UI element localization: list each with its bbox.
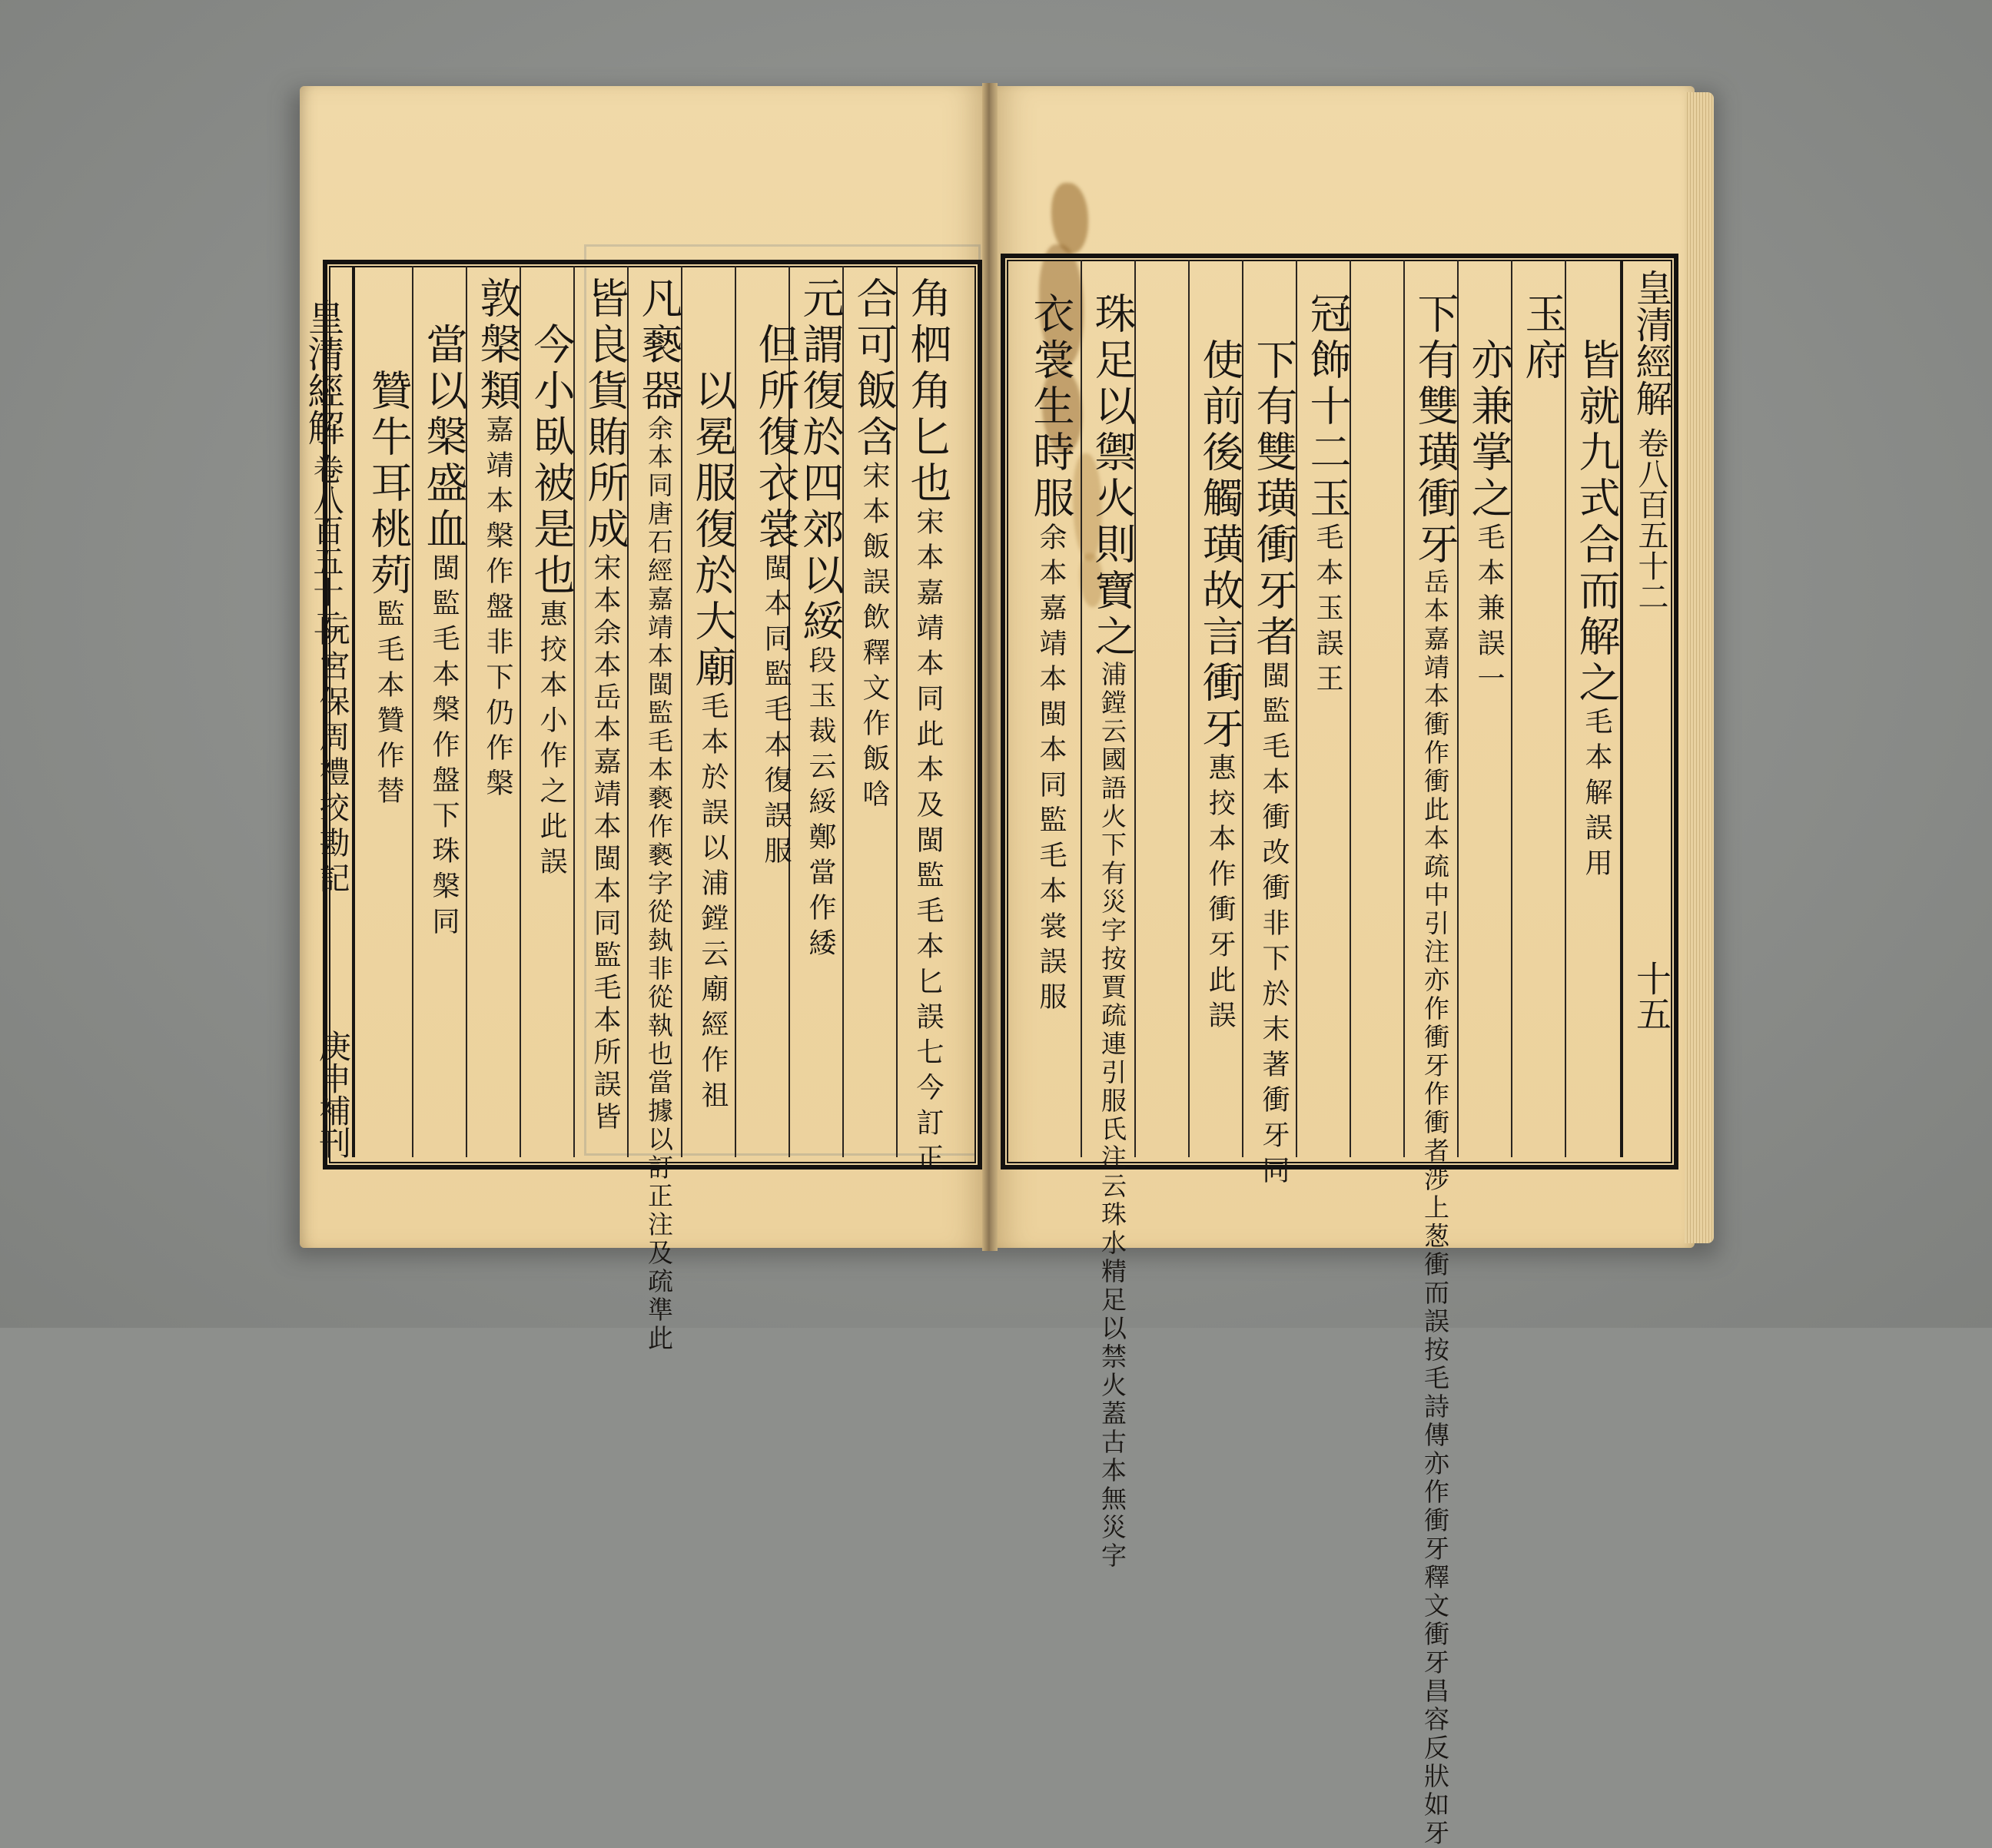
- column-rule: [1403, 260, 1405, 1157]
- text-column: 下有雙璜衝牙岳本嘉靖本衝作衝此本疏中引注亦作衝牙作衝者涉上葱衝而誤按毛詩傳亦作衝牙釋文衝牙昌容反狀如牙: [1411, 292, 1459, 1848]
- margin-subtitle: 阮宮保周禮挍勘記: [314, 615, 350, 897]
- text-column: 以冕服復於大廟毛本於誤以浦鏜云廟經作祖: [689, 369, 737, 1116]
- text-column: 亦兼掌之毛本兼誤一: [1465, 338, 1513, 699]
- column-rule: [1565, 260, 1566, 1157]
- text-column: 皆良貨賄所成宋本余本岳本嘉靖本閩本同監毛本所誤皆: [581, 277, 629, 1134]
- text-column: 皆就九式合而解之毛本解誤用: [1572, 338, 1621, 884]
- margin-title: 皇清經解: [1629, 269, 1672, 416]
- text-column: 當以槃盛血閩監毛本槃作盤下珠槃同: [420, 323, 468, 942]
- margin-footer: 庚申補刊: [314, 1030, 352, 1159]
- column-rule: [1188, 260, 1190, 1157]
- text-column: 今小臥被是也惠挍本小作之此誤: [527, 323, 576, 882]
- text-column: 敦槃類嘉靖本槃作盤非下仍作槃: [473, 277, 522, 804]
- margin-volume: 卷八百五十二: [1633, 427, 1668, 612]
- text-column: 凡褻器余本同唐石經嘉靖本閩監毛本褻作褻字從埶非從執也當據以訂正注及疏準此: [635, 277, 683, 1353]
- text-column: 衣裳生時服余本嘉靖本閩本同監毛本裳誤服: [1027, 292, 1075, 1017]
- text-column: 但所復衣裳閩本同監毛本復誤服: [752, 323, 800, 871]
- book-gutter: [982, 83, 998, 1251]
- text-column: 角柶角匕也宋本嘉靖本同此本及閩監毛本匕誤七今訂正: [904, 277, 952, 1179]
- text-column: 元謂復於四郊以綏段玉裁云綏鄭當作緌: [796, 277, 845, 964]
- text-column: 下有雙璜衝牙者閩監毛本衝改衝非下於末著衝牙同: [1250, 338, 1298, 1191]
- text-column: 玉府: [1519, 292, 1567, 384]
- margin-rule: [352, 266, 355, 1157]
- column-rule: [1081, 260, 1082, 1157]
- text-column: 冠飾十二玉毛本玉誤王: [1303, 292, 1352, 699]
- text-column: 使前後觸璜故言衝牙惠挍本作衝牙此誤: [1196, 338, 1244, 1036]
- margin-title: 皇清經解: [301, 298, 344, 446]
- text-column: 珠足以禦火則寶之浦鏜云國語火下有災字按賈疏連引服氏注云珠水精足以禁火蓋古本無災字: [1088, 292, 1137, 1571]
- page-edges: [1685, 92, 1714, 1243]
- text-column: 贊牛耳桃茢監毛本贊作替: [364, 369, 413, 811]
- text-column: 合可飯含宋本飯誤飲釋文作飯唅: [850, 277, 898, 815]
- margin-volume: 卷八百五十二: [308, 453, 344, 638]
- page-number: 十五: [1631, 960, 1672, 1031]
